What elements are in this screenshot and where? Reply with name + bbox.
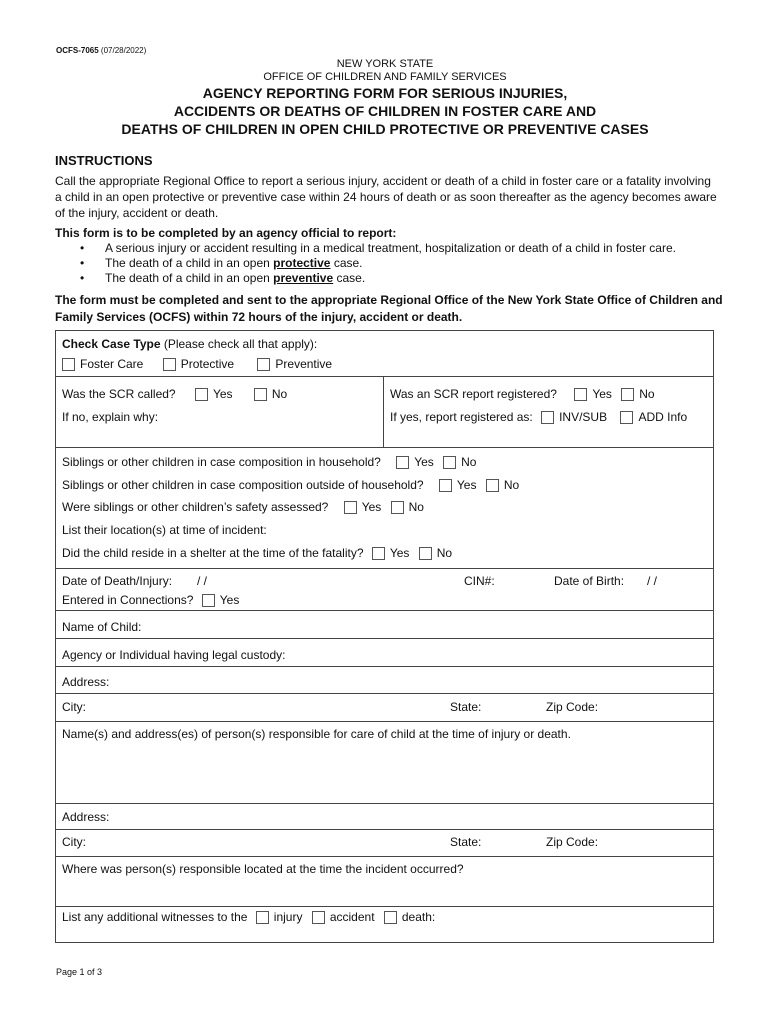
deadline-notice: The form must be completed and sent to the appropriate Regional Office of the New York State Office of Children and Family Services (OCFS) within 72 hours of the injury, accident or death.: [55, 293, 723, 324]
bullet-item: • The death of a child in an open protective case.: [80, 256, 676, 271]
shelter-row: Did the child reside in a shelter at the time of the fatality? Yes No: [62, 546, 453, 560]
form-id: OCFS-7065 (07/28/2022): [56, 46, 147, 55]
siblings-inside-no-checkbox[interactable]: [443, 456, 456, 469]
responsible-city-field[interactable]: City:: [62, 835, 86, 849]
scr-called-yes-checkbox[interactable]: [195, 388, 208, 401]
accident-checkbox[interactable]: [312, 911, 325, 924]
report-bullets: [80, 241, 676, 286]
siblings-inside-yes-checkbox[interactable]: [396, 456, 409, 469]
dob-label: Date of Birth:: [554, 574, 625, 588]
protective-checkbox[interactable]: [163, 358, 176, 371]
page-number: Page 1 of 3: [56, 967, 103, 977]
scr-registered-no-checkbox[interactable]: [621, 388, 634, 401]
shelter-yes-checkbox[interactable]: [372, 547, 385, 560]
foster-care-checkbox[interactable]: [62, 358, 75, 371]
bullet-item: • The death of a child in an open preventive case.: [80, 271, 676, 286]
state-name: NEW YORK STATE: [336, 58, 434, 70]
where-located-field[interactable]: Where was person(s) responsible located at the time the incident occurred?: [62, 862, 464, 876]
siblings-outside-yes-checkbox[interactable]: [439, 479, 452, 492]
date-of-death-label: Date of Death/Injury:: [62, 574, 173, 588]
case-type-options: Foster Care Protective Preventive: [62, 357, 332, 371]
add-info-checkbox[interactable]: [620, 411, 633, 424]
city-field[interactable]: City:: [62, 700, 86, 714]
safety-assessed-no-checkbox[interactable]: [391, 501, 404, 514]
entered-connections-row: Entered in Connections? Yes: [62, 593, 240, 607]
scr-called-row: Was the SCR called? Yes No: [62, 387, 288, 401]
state-field[interactable]: State:: [450, 700, 482, 714]
instructions-heading: INSTRUCTIONS: [55, 153, 153, 168]
title-line-1: AGENCY REPORTING FORM FOR SERIOUS INJURIES,: [202, 85, 568, 101]
completed-by: This form is to be completed by an agency official to report:: [55, 226, 397, 240]
safety-assessed-row: Were siblings or other children’s safety assessed? Yes No: [62, 500, 424, 514]
siblings-outside-no-checkbox[interactable]: [486, 479, 499, 492]
preventive-checkbox[interactable]: [257, 358, 270, 371]
responsible-state-field[interactable]: State:: [450, 835, 482, 849]
address-field[interactable]: Address:: [62, 675, 110, 689]
persons-responsible-field[interactable]: Name(s) and address(es) of person(s) responsible for care of child at the time of injury or death.: [62, 727, 571, 741]
name-of-child-field[interactable]: Name of Child:: [62, 620, 142, 634]
title-line-3: DEATHS OF CHILDREN IN OPEN CHILD PROTECTIVE OR PREVENTIVE CASES: [121, 121, 649, 137]
locations-label: List their location(s) at time of incident:: [62, 523, 267, 537]
case-type-label: Check Case Type (Please check all that apply):: [62, 337, 318, 351]
if-no-explain: If no, explain why:: [62, 410, 159, 424]
legal-custody-field[interactable]: Agency or Individual having legal custody:: [62, 648, 286, 662]
report-form: [55, 330, 714, 943]
inv-sub-checkbox[interactable]: [541, 411, 554, 424]
dob-field[interactable]: / /: [647, 574, 658, 588]
siblings-inside-row: Siblings or other children in case composition in household? Yes No: [62, 455, 477, 469]
bullet-item: • A serious injury or accident resulting in a medical treatment, hospitalization or death of a child in foster care.: [80, 241, 676, 256]
witnesses-row: List any additional witnesses to the injury accident death:: [62, 910, 436, 924]
injury-checkbox[interactable]: [256, 911, 269, 924]
instructions-text: Call the appropriate Regional Office to report a serious injury, accident or death of a child in foster care or a fatality involving a child in an open protective or preventive case within 24 hours of death or as soon thereafter as the agency becomes aware of the injury, accident or death.: [55, 174, 717, 220]
office-name: OFFICE OF CHILDREN AND FAMILY SERVICES: [263, 71, 507, 83]
death-checkbox[interactable]: [384, 911, 397, 924]
entered-connections-yes-checkbox[interactable]: [202, 594, 215, 607]
responsible-address-field[interactable]: Address:: [62, 810, 110, 824]
safety-assessed-yes-checkbox[interactable]: [344, 501, 357, 514]
title-line-2: ACCIDENTS OR DEATHS OF CHILDREN IN FOSTER CARE AND: [173, 103, 597, 119]
responsible-zip-code-field[interactable]: Zip Code:: [546, 835, 599, 849]
scr-registered-yes-checkbox[interactable]: [574, 388, 587, 401]
shelter-no-checkbox[interactable]: [419, 547, 432, 560]
siblings-outside-row: Siblings or other children in case composition outside of household? Yes No: [62, 478, 520, 492]
cin-label: CIN#:: [464, 574, 495, 588]
date-of-death-field[interactable]: / /: [197, 574, 208, 588]
zip-code-field[interactable]: Zip Code:: [546, 700, 599, 714]
scr-called-no-checkbox[interactable]: [254, 388, 267, 401]
registered-as-row: If yes, report registered as: INV/SUB ADD Info: [390, 410, 688, 424]
scr-registered-row: Was an SCR report registered? Yes No: [390, 387, 655, 401]
